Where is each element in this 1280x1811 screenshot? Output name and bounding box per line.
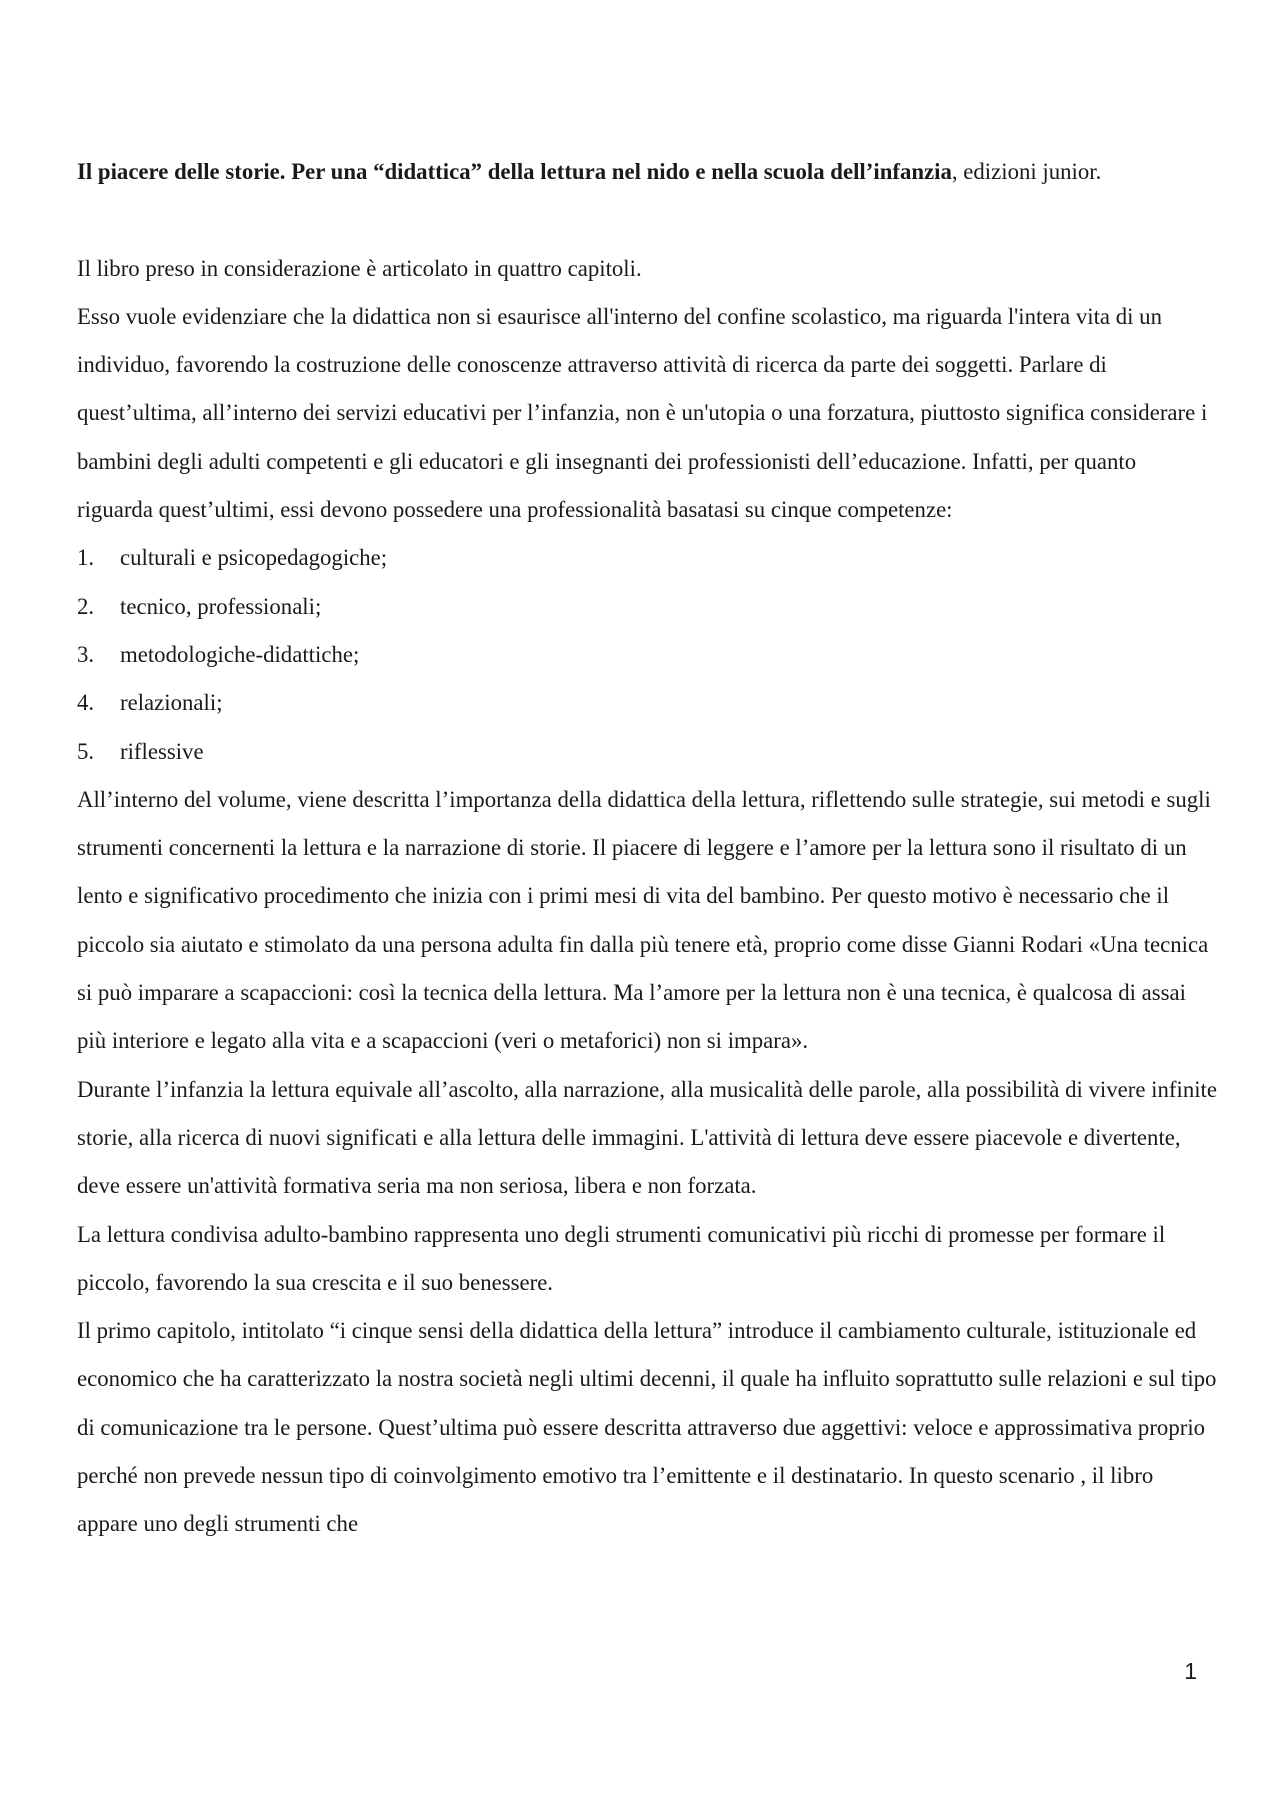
body-paragraph-3: La lettura condivisa adulto-bambino rappresenta uno degli strumenti comunicativi più ricchi di promesse per formare il piccolo, favorendo la sua crescita e il suo benessere. — [77, 1221, 1166, 1295]
blank-line — [77, 196, 1217, 244]
list-item — [77, 583, 1217, 631]
list-item — [77, 679, 1217, 727]
list-item-text: tecnico, professionali; — [120, 593, 322, 619]
list-item-text: culturali e psicopedagogiche; — [120, 545, 388, 571]
list-item — [77, 631, 1217, 679]
body-paragraph-1: All’interno del volume, viene descritta l’importanza della didattica della lettura, riflettendo sulle strategie, sui metodi e sugli strumenti concernenti la lettura e la narrazione di storie. Il piacere di leggere e l’amore per la lettura sono il risultato di un lento e significativo procedimento che inizia con i primi mesi di vita del bambino. Per questo motivo è necessario che il piccolo sia aiutato e stimolato da una persona adulta fin dalla più tenere età, proprio come disse Gianni Rodari «Una tecnica si può imparare a scapaccioni: così la tecnica della lettura. Ma l’amore per la lettura non è una tecnica, è qualcosa di assai più interiore e legato alla vita e a scapaccioni (veri o metaforici) non si impara». — [77, 786, 1211, 1054]
document-body — [77, 148, 1217, 1549]
list-item-number: 4. — [77, 690, 95, 716]
competences-list — [77, 534, 1217, 775]
list-item-number: 1. — [77, 545, 95, 571]
list-item-number: 3. — [77, 641, 95, 667]
list-item-number: 5. — [77, 738, 95, 764]
body-paragraph-4: Il primo capitolo, intitolato “i cinque sensi della didattica della lettura” introduce il cambiamento culturale, istituzionale ed economico che ha caratterizzato la nostra società negli ultimi decenni, il quale ha influito soprattutto sulle relazioni e sul tipo di comunicazione tra le persone. Quest’ultima può essere descritta attraverso due aggettivi: veloce e approssimativa proprio perché non prevede nessun tipo di coinvolgimento emotivo tra l’emittente e il destinatario. In questo scenario , il libro appare uno degli strumenti che — [77, 1318, 1217, 1537]
list-item-number: 2. — [77, 593, 95, 619]
list-item — [77, 728, 1217, 776]
list-item-text: relazionali; — [120, 690, 223, 716]
list-item — [77, 534, 1217, 582]
intro-paragraph-1: Il libro preso in considerazione è articolato in quattro capitoli. — [77, 255, 642, 281]
book-title-bold: Il piacere delle storie. Per una “didattica” della lettura nel nido e nella scuola dell’infanzia — [77, 159, 952, 184]
intro-paragraph-2: Esso vuole evidenziare che la didattica non si esaurisce all'interno del confine scolastico, ma riguarda l'intera vita di un individuo, favorendo la costruzione delle conoscenze attraverso attività di ricerca da parte dei soggetti. Parlare di quest’ultima, all’interno dei servizi educativi per l’infanzia, non è un'utopia o una forzatura, piuttosto significa considerare i bambini degli adulti competenti e gli educatori e gli insegnanti dei professionisti dell’educazione. Infatti, per quanto riguarda quest’ultimi, essi devono possedere una professionalità basatasi su cinque competenze: — [77, 303, 1208, 523]
list-item-text: metodologiche-didattiche; — [120, 641, 360, 667]
book-title-publisher: , edizioni junior. — [951, 159, 1102, 184]
list-item-text: riflessive — [120, 738, 204, 764]
body-paragraph-2: Durante l’infanzia la lettura equivale all’ascolto, alla narrazione, alla musicalità delle parole, alla possibilità di vivere infinite storie, alla ricerca di nuovi significati e alla lettura delle immagini. L'attività di lettura deve essere piacevole e divertente, deve essere un'attività formativa seria ma non seriosa, libera e non forzata. — [77, 1076, 1218, 1199]
page-number: 1 — [1184, 1658, 1197, 1684]
book-title — [77, 148, 1217, 196]
